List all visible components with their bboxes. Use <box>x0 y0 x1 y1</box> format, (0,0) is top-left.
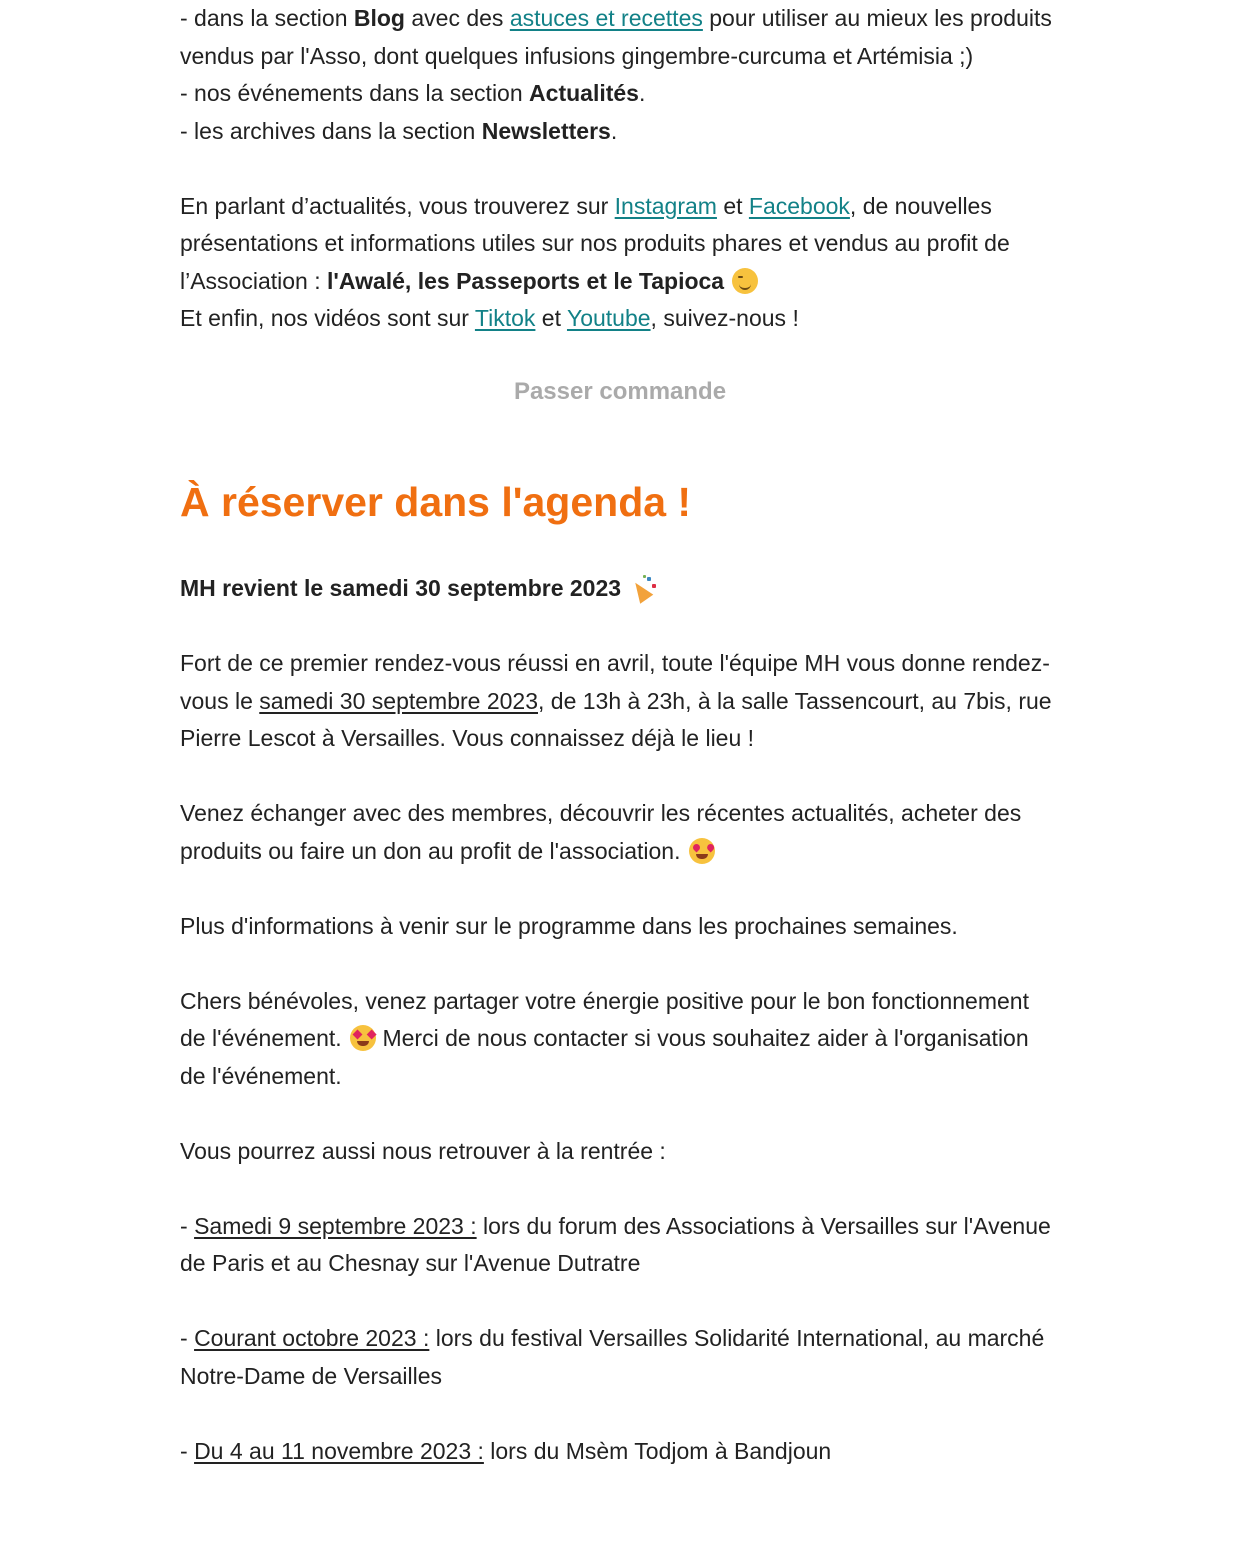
blog-line-suffix: pour utiliser au mieux les produits vendus par l'Asso, dont quelques infusions gingembre-curcuma et Artémisia ;) <box>180 5 1052 69</box>
heart-eyes-icon <box>689 838 715 864</box>
spacer <box>180 1283 1060 1321</box>
blog-line-mid: avec des <box>404 5 510 31</box>
agenda-subheading-text: MH revient le samedi 30 septembre 2023 <box>180 575 622 601</box>
p2-text: Venez échanger avec des membres, découvrir les récentes actualités, acheter des produits ou faire un don au profit de l'association. <box>180 800 1022 864</box>
tiktok-link[interactable]: Tiktok <box>474 305 536 331</box>
event-date: samedi 30 septembre 2023 <box>259 687 538 714</box>
p1-suffix: , de 13h à 23h, à la salle Tassencourt, au 7bis, rue Pierre Lescot à Versailles. Vous connaissez déjà le lieu ! <box>180 687 1052 751</box>
agenda-subheading <box>180 570 1060 608</box>
agenda-paragraph-4 <box>180 983 1060 1096</box>
featured-products: l'Awalé, les Passeports et le Tapioca <box>327 267 725 294</box>
youtube-link[interactable]: Youtube <box>566 305 651 331</box>
agenda-paragraph-3: Plus d'informations à venir sur le programme dans les prochaines semaines. <box>180 912 958 939</box>
spacer <box>180 758 1060 796</box>
videos-suffix: , suivez-nous ! <box>650 305 799 331</box>
agenda-paragraph-1 <box>180 645 1060 758</box>
event-item <box>180 1320 1060 1395</box>
agenda-paragraph-5: Vous pourrez aussi nous retrouver à la rentrée : <box>180 1137 666 1164</box>
events-prefix: - nos événements dans la section <box>180 80 530 106</box>
party-popper-icon <box>631 575 657 601</box>
spacer <box>180 945 1060 983</box>
event-item-text: lors du festival Versailles Solidarité International, au marché Notre-Dame de Versailles <box>180 1325 1045 1389</box>
blog-line <box>180 0 1060 75</box>
event-item-date: Du 4 au 11 novembre 2023 : <box>194 1437 484 1464</box>
archives-suffix: . <box>610 117 618 144</box>
social-suffix: , de nouvelles présentations et informations utiles sur nos produits phares et vendus au profit de l’Association : <box>180 192 1010 294</box>
agenda-heading: À réserver dans l'agenda ! <box>180 479 692 525</box>
blog-label: Blog <box>353 5 405 31</box>
event-dash: - <box>180 1212 195 1239</box>
event-item <box>180 1433 1060 1471</box>
social-and-2: et <box>535 305 567 331</box>
archives-line <box>180 113 1060 151</box>
social-paragraph <box>180 188 1060 338</box>
cta-container <box>180 373 1060 411</box>
order-button[interactable]: Passer commande <box>513 377 727 405</box>
event-item-text: lors du forum des Associations à Versailles sur l'Avenue de Paris et au Chesnay sur l'Avenue Dutratre <box>180 1212 1051 1276</box>
event-item <box>180 1208 1060 1283</box>
events-label: Actualités <box>529 80 639 106</box>
spacer <box>180 870 1060 908</box>
spacer <box>180 1170 1060 1208</box>
star-struck-icon <box>350 1025 376 1051</box>
event-item-text: lors du Msèm Todjom à Bandjoun <box>483 1437 832 1464</box>
social-and-1: et <box>716 192 749 219</box>
events-line <box>180 75 1060 113</box>
events-suffix: . <box>638 80 646 106</box>
videos-prefix: Et enfin, nos vidéos sont sur <box>180 305 475 331</box>
smiling-face-icon <box>732 268 758 294</box>
social-prefix: En parlant d’actualités, vous trouverez sur <box>180 192 615 219</box>
instagram-link[interactable]: Instagram <box>614 192 717 219</box>
newsletter-body <box>180 0 1060 1470</box>
p1-prefix: Fort de ce premier rendez-vous réussi en avril, toute l'équipe MH vous donne rendez-vous le <box>180 650 1050 714</box>
event-dash: - <box>180 1437 195 1464</box>
blog-line-prefix: - dans la section <box>180 5 354 31</box>
event-item-date: Samedi 9 septembre 2023 : <box>194 1212 477 1239</box>
agenda-paragraph-2 <box>180 795 1060 870</box>
tips-recipes-link[interactable]: astuces et recettes <box>509 5 703 31</box>
p4-prefix: Chers bénévoles, venez partager votre énergie positive pour le bon fonctionnement de l'événement. <box>180 987 1029 1051</box>
facebook-link[interactable]: Facebook <box>748 192 850 219</box>
spacer <box>180 1095 1060 1133</box>
spacer <box>180 150 1060 188</box>
event-item-date: Courant octobre 2023 : <box>194 1325 430 1351</box>
p4-suffix: Merci de nous contacter si vous souhaitez aider à l'organisation de l'événement. <box>180 1025 1029 1089</box>
archives-prefix: - les archives dans la section <box>180 117 482 144</box>
spacer <box>180 1395 1060 1433</box>
spacer <box>180 608 1060 646</box>
event-dash: - <box>180 1325 195 1351</box>
archives-label: Newsletters <box>481 117 611 144</box>
